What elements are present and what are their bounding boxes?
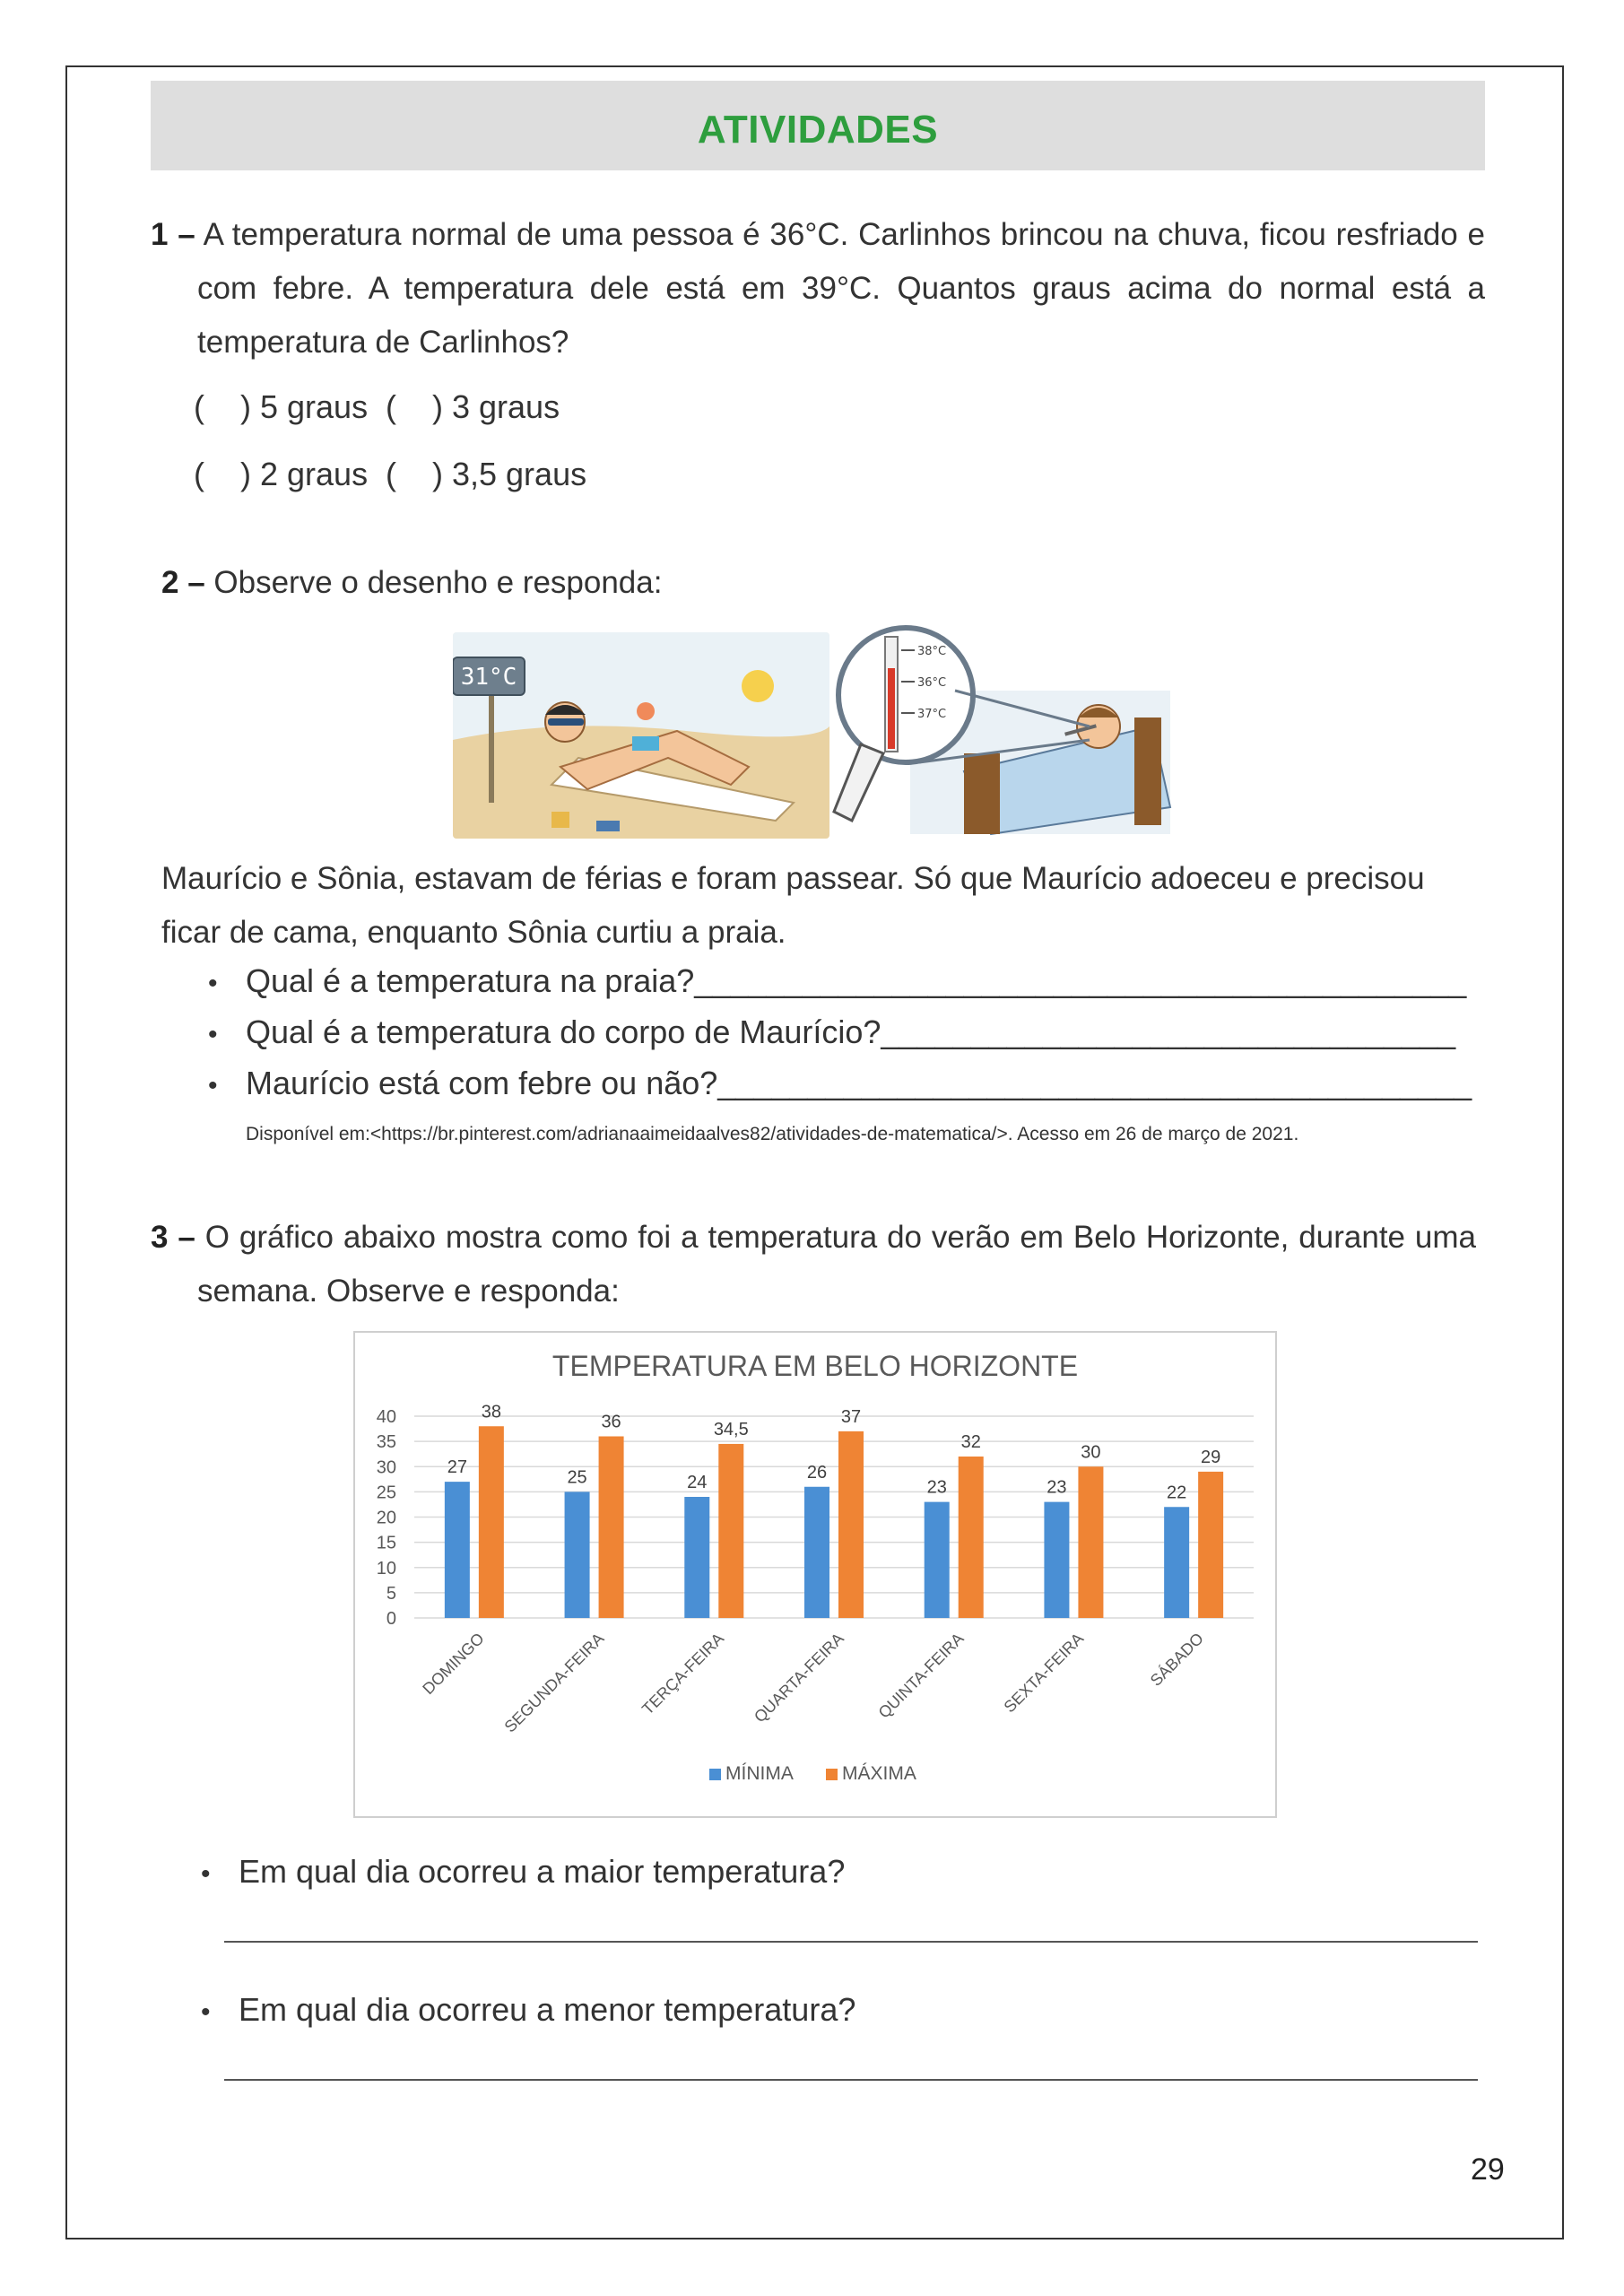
bar-maxima (959, 1457, 984, 1618)
answer-line-1[interactable] (224, 1941, 1478, 1943)
bar-minima (1164, 1507, 1189, 1618)
y-tick-label: 5 (386, 1583, 396, 1604)
svg-text:37°C: 37°C (917, 708, 947, 721)
bar-maxima (479, 1426, 504, 1618)
data-label: 34,5 (713, 1419, 749, 1439)
bar-maxima (599, 1437, 624, 1619)
bar-maxima (718, 1444, 743, 1618)
question-1-number: 1 – (151, 217, 195, 252)
question-3-number: 3 – (151, 1220, 195, 1255)
bar-maxima (838, 1431, 864, 1618)
page-number: 29 (1471, 2152, 1505, 2187)
question-2-bullet-2: • Qual é a temperatura do corpo de Maurício?________________________________ (208, 1013, 1456, 1050)
question-2-prompt-text: Observe o desenho e responda: (213, 565, 663, 600)
source-citation: Disponível em:<https://br.pinterest.com/adrianaaimeidaalves82/atividades-de-matematica/>. Acesso em 26 de março de 2021. (246, 1124, 1299, 1144)
y-tick-label: 15 (376, 1533, 396, 1553)
y-tick-label: 40 (376, 1407, 396, 1427)
question-3-bullet-2: • Em qual dia ocorreu a menor temperatura? (201, 1991, 856, 2028)
data-label: 38 (481, 1402, 501, 1422)
data-label: 26 (806, 1462, 828, 1483)
y-tick-label: 30 (376, 1457, 396, 1478)
question-2-number: 2 – (161, 565, 205, 600)
bar-minima (1044, 1502, 1069, 1618)
temperature-chart (353, 1331, 1277, 1818)
legend-swatch-minima (709, 1769, 721, 1780)
page-title: ATIVIDADES (697, 108, 939, 152)
question-1 (151, 208, 1485, 370)
question-3 (151, 1211, 1476, 1318)
x-tick-label: QUARTA-FEIRA (751, 1629, 847, 1726)
x-tick-label: SEGUNDA-FEIRA (500, 1629, 608, 1736)
y-tick-label: 25 (376, 1483, 396, 1503)
data-label: 27 (447, 1457, 467, 1478)
x-tick-label: SÁBADO (1146, 1629, 1207, 1690)
bar-minima (684, 1497, 709, 1618)
bar-maxima (1198, 1472, 1223, 1618)
data-label: 36 (601, 1412, 621, 1432)
header-band (151, 81, 1485, 170)
data-label: 37 (840, 1406, 862, 1427)
data-label: 23 (926, 1477, 947, 1498)
x-tick-label: QUINTA-FEIRA (874, 1629, 968, 1722)
data-label: 29 (1201, 1447, 1221, 1467)
question-2-bullet-1: • Qual é a temperatura na praia?___________________________________________ (208, 962, 1467, 999)
option-3-5-graus[interactable]: ( ) 3,5 graus (386, 456, 587, 492)
bar-minima (804, 1487, 829, 1618)
data-label: 23 (1046, 1477, 1067, 1498)
y-tick-label: 0 (386, 1609, 396, 1629)
data-label: 32 (960, 1432, 981, 1452)
sick-in-bed-illustration (829, 619, 1179, 843)
svg-text:36°C: 36°C (917, 676, 947, 690)
bar-maxima (1078, 1466, 1103, 1618)
x-tick-label: SEXTA-FEIRA (1000, 1629, 1088, 1717)
chart-title: TEMPERATURA EM BELO HORIZONTE (551, 1350, 1079, 1382)
x-tick-label: TERÇA-FEIRA (638, 1629, 728, 1718)
data-label: 24 (687, 1473, 708, 1492)
question-2-prompt (161, 556, 662, 610)
option-2-graus[interactable]: ( ) 2 graus (194, 456, 369, 492)
question-2-paragraph: Maurício e Sônia, estavam de férias e foram passear. Só que Maurício adoeceu e precisou ficar de cama, enquanto Sônia curtiu a praia. (161, 861, 1425, 950)
x-tick-label: DOMINGO (419, 1629, 488, 1699)
question-2-bullet-3: • Maurício está com febre ou não?__________________________________________ (208, 1065, 1472, 1101)
bar-minima (925, 1502, 950, 1618)
bar-minima (445, 1482, 470, 1618)
option-5-graus[interactable]: ( ) 5 graus (194, 388, 369, 425)
chart-svg (355, 1333, 1275, 1816)
y-tick-label: 20 (376, 1508, 396, 1528)
beach-illustration (453, 632, 829, 839)
question-1-text: A temperatura normal de uma pessoa é 36°C. Carlinhos brincou na chuva, ficou resfriado e com febre. A temperatura dele está em 39°C. Quantos graus acima do normal está a temperatura de Carlinhos? (197, 217, 1486, 360)
y-tick-label: 35 (376, 1432, 396, 1453)
sun-icon (742, 670, 774, 702)
question-3-text: O gráfico abaixo mostra como foi a temperatura do verão em Belo Horizonte, durante uma semana. Observe e responda: (197, 1220, 1476, 1309)
option-3-graus[interactable]: ( ) 3 graus (386, 388, 560, 425)
y-tick-label: 10 (376, 1558, 396, 1578)
data-label: 25 (567, 1467, 587, 1488)
legend-label: MÁXIMA (842, 1763, 916, 1784)
question-3-bullet-1: • Em qual dia ocorreu a maior temperatura? (201, 1853, 846, 1890)
legend-swatch-maxima (826, 1769, 838, 1780)
legend-label: MÍNIMA (725, 1763, 794, 1784)
data-label: 30 (1081, 1442, 1101, 1463)
data-label: 22 (1167, 1483, 1187, 1503)
svg-text:31°C: 31°C (460, 664, 517, 691)
answer-line-2[interactable] (224, 2079, 1478, 2081)
svg-text:38°C: 38°C (917, 645, 947, 658)
bar-minima (565, 1492, 590, 1618)
